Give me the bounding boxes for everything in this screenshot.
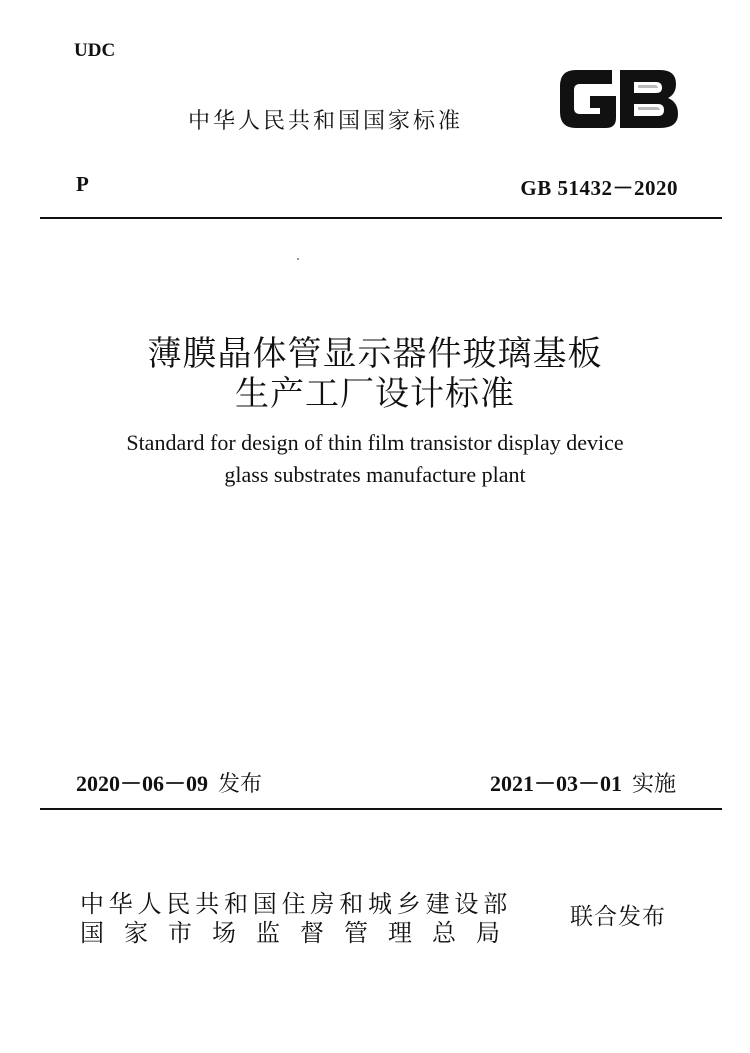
- title-cn-line2: 生产工厂设计标准: [235, 376, 515, 413]
- header-divider: [40, 217, 722, 219]
- issue-date: [76, 767, 262, 798]
- speck-dot: [297, 258, 299, 260]
- joint-issue-label: 联合发布: [570, 904, 666, 930]
- national-standard-label: 中华人民共和国国家标准: [188, 109, 464, 134]
- issue-date-label: 发布: [218, 772, 263, 797]
- title-en-line2: glass substrates manufacture plant: [224, 462, 526, 487]
- title-en-line1: Standard for design of thin film transistor display device: [126, 430, 624, 455]
- issuer-line2: 国家市场监督管理总局: [80, 919, 520, 947]
- implement-date: [490, 767, 676, 798]
- issuer-line1: 中华人民共和国住房和城乡建设部: [80, 890, 512, 918]
- gb-logo: [554, 64, 682, 134]
- udc-label: UDC: [74, 40, 116, 61]
- footer-divider: [40, 808, 722, 810]
- implement-date-value: 2021－03－01: [489, 771, 622, 796]
- issue-date-value: 2020－06－09: [76, 771, 209, 796]
- implement-date-label: 实施: [631, 772, 676, 797]
- title-cn-line1: 薄膜晶体管显示器件玻璃基板: [147, 336, 603, 373]
- standard-number: GB 51432－2020: [520, 176, 678, 200]
- category-code: P: [76, 172, 89, 196]
